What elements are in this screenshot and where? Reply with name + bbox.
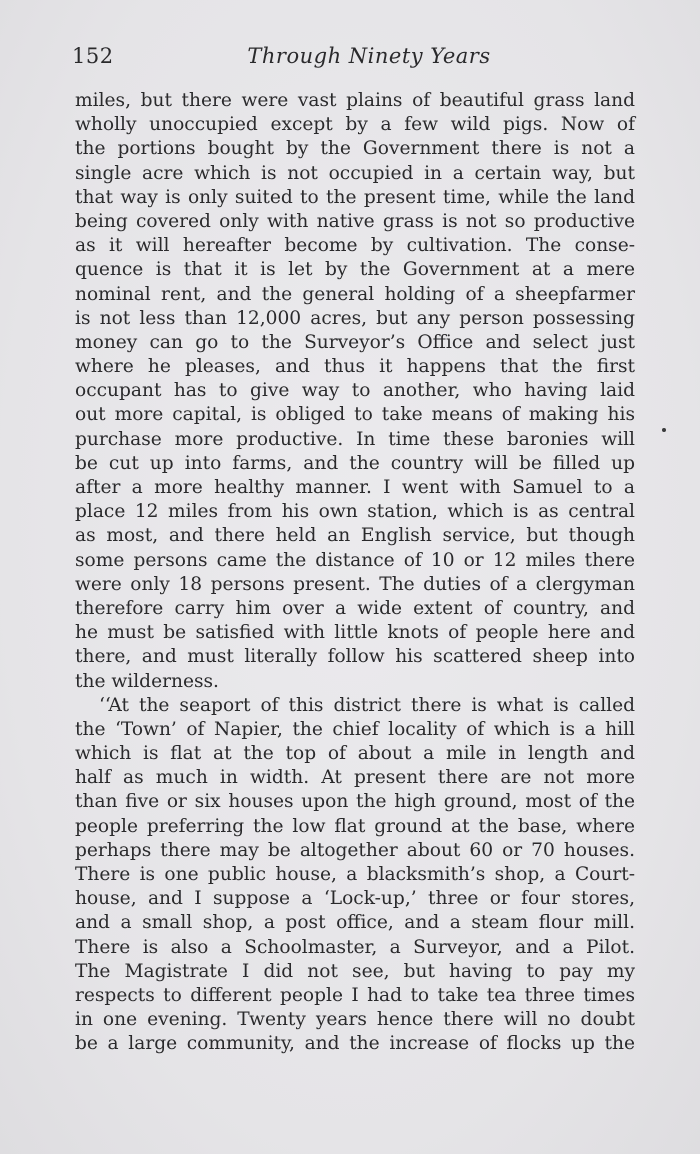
text-line: than five or six houses upon the high ground, most of the (75, 791, 635, 813)
text-line: purchase more productive. In time these baronies will (75, 428, 635, 450)
text-line: single acre which is not occupied in a certain way, but (75, 162, 635, 184)
text-line: the ‘Town’ of Napier, the chief locality of which is a hill (75, 718, 635, 740)
text-line: as most, and there held an English service, but though (75, 525, 635, 547)
text-line: There is also a Schoolmaster, a Surveyor, and a Pilot. (75, 936, 635, 958)
text-line: be cut up into farms, and the country will be filled up (75, 452, 635, 474)
page-number: 152 (72, 44, 114, 68)
text-line: respects to different people I had to take tea three times (75, 984, 635, 1006)
text-line: There is one public house, a blacksmith’s shop, a Court- (75, 864, 635, 885)
text-line: is not less than 12,000 acres, but any person possessing (75, 307, 635, 329)
text-line: people preferring the low flat ground at the base, where (75, 815, 635, 837)
text-line: out more capital, is obliged to take means of making his (75, 404, 635, 426)
text-line: where he pleases, and thus it happens that the first (75, 356, 635, 378)
ink-speck (662, 428, 666, 432)
text-line: in one evening. Twenty years hence there will no doubt (75, 1009, 635, 1031)
text-line: he must be satisfied with little knots of people here and (75, 622, 635, 644)
text-line: quence is that it is let by the Government at a mere (75, 259, 635, 281)
page-header (72, 44, 636, 74)
text-line: the portions bought by the Government there is not a (75, 138, 635, 160)
text-line: The Magistrate I did not see, but having to pay my (75, 960, 635, 982)
text-line: wholly unoccupied except by a few wild pigs. Now of (75, 114, 635, 136)
text-line: half as much in width. At present there are not more (75, 767, 635, 789)
text-line: miles, but there were vast plains of beautiful grass land (75, 90, 635, 111)
text-line: that way is only suited to the present time, while the land (75, 186, 635, 208)
text-line: place 12 miles from his own station, which is as central (75, 501, 635, 523)
running-head: Through Ninety Years (247, 44, 491, 68)
paragraph-end-line: the wilderness. (75, 670, 219, 692)
paragraph-start-line: ‘‘At the seaport of this district there is what is called (99, 694, 635, 716)
text-line: and a small shop, a post office, and a steam flour mill. (75, 912, 635, 934)
text-line: there, and must literally follow his scattered sheep into (75, 646, 635, 668)
text-line: house, and I suppose a ‘Lock-up,’ three or four stores, (75, 888, 635, 910)
text-line: money can go to the Surveyor’s Office and select just (75, 331, 635, 353)
body-text (75, 89, 635, 1057)
text-line: be a large community, and the increase of flocks up the (75, 1033, 635, 1055)
text-line: nominal rent, and the general holding of a sheepfarmer (75, 283, 635, 305)
text-line: which is flat at the top of about a mile in length and (75, 743, 635, 765)
text-line: being covered only with native grass is not so productive (75, 210, 635, 232)
text-line: after a more healthy manner. I went with Samuel to a (75, 477, 635, 498)
text-line: occupant has to give way to another, who having laid (75, 380, 635, 402)
text-line: were only 18 persons present. The duties of a clergyman (75, 573, 635, 595)
text-line: perhaps there may be altogether about 60 or 70 houses. (75, 839, 635, 861)
text-line: some persons came the distance of 10 or 12 miles there (75, 549, 635, 571)
text-line: as it will hereafter become by cultivation. The conse- (75, 235, 635, 257)
text-line: therefore carry him over a wide extent of country, and (75, 597, 635, 619)
